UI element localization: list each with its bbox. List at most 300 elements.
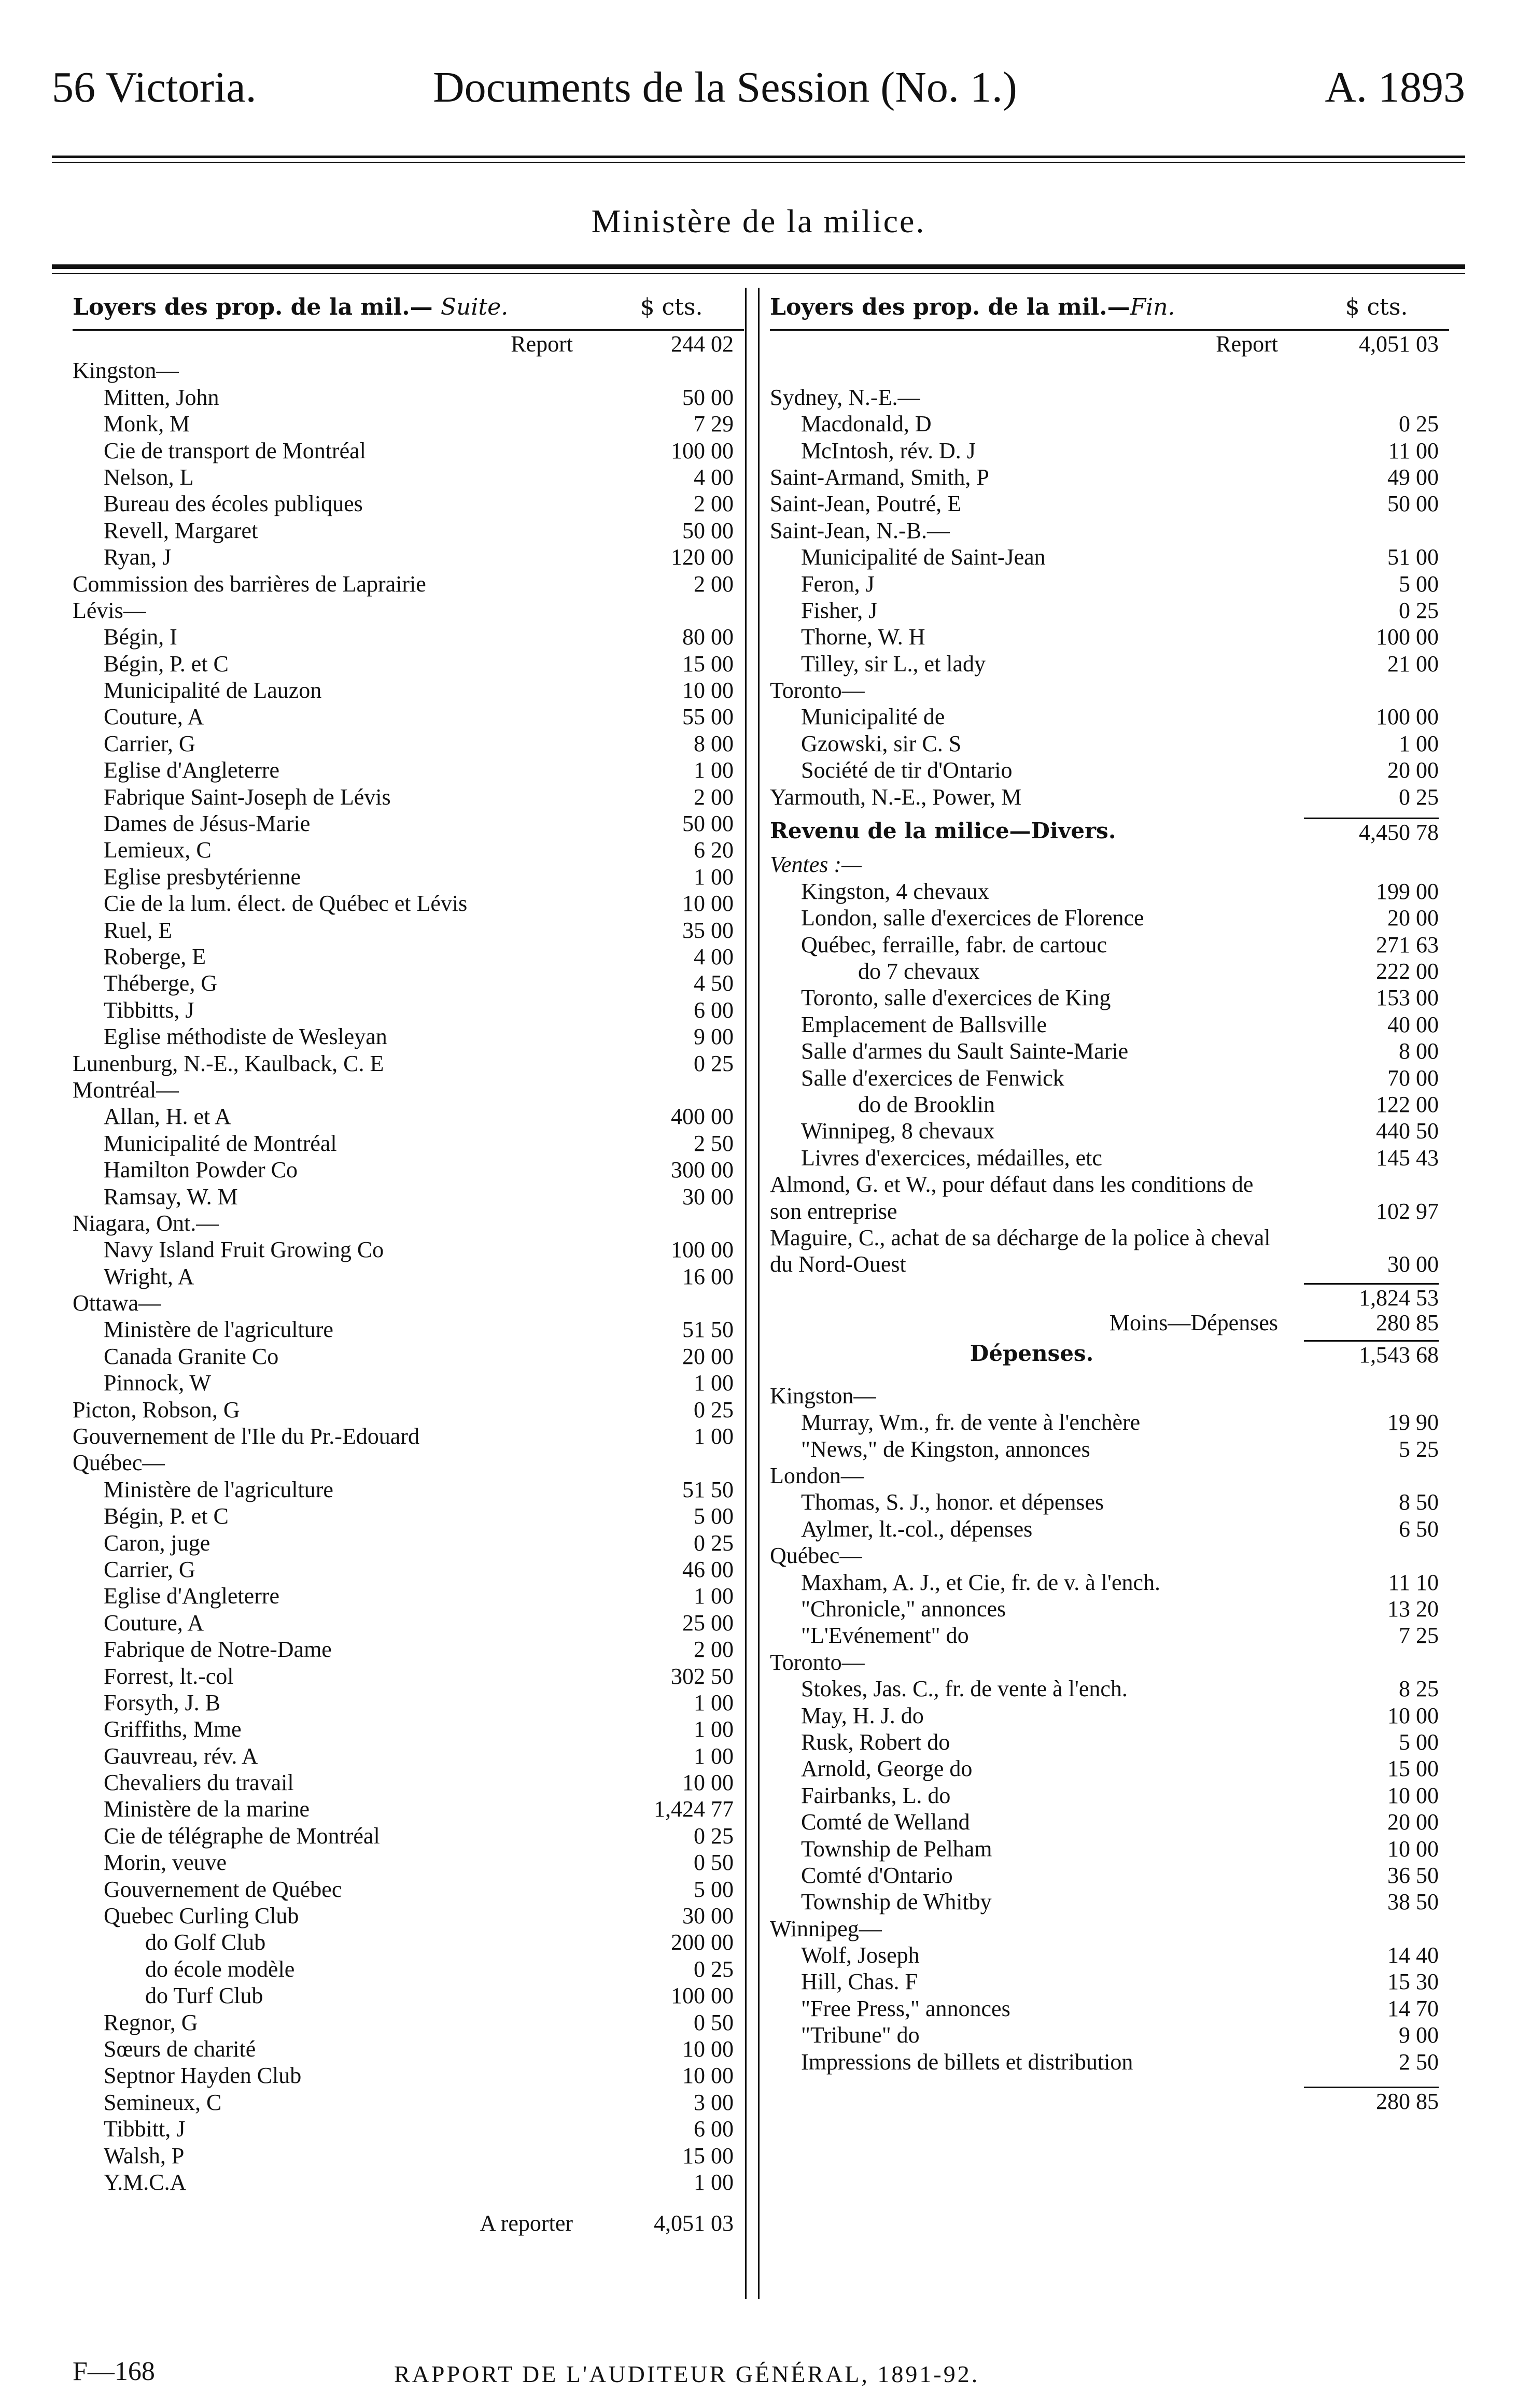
entry-description: Ottawa— (73, 1290, 162, 1316)
entry-description: Maxham, A. J., et Cie, fr. de v. à l'ench. (801, 1569, 1161, 1595)
entry-amount: 51 50 (682, 1317, 734, 1343)
entry-description: Tibbitt, J (104, 2116, 186, 2142)
entry-amount: 100 00 (1376, 624, 1439, 650)
entry-amount: 100 00 (671, 1983, 734, 2009)
left-ledger-row (73, 2169, 744, 2195)
right-ledger-row (770, 730, 1449, 757)
header-document: Documents de la Session (No. 1.) (433, 63, 1017, 111)
entry-description: Fabrique Saint-Joseph de Lévis (104, 784, 391, 810)
entry-description: Cie de télégraphe de Montréal (104, 1823, 380, 1849)
entry-description: Quebec Curling Club (104, 1903, 299, 1929)
entry-description: do Turf Club (145, 1983, 263, 2009)
entry-amount: 153 00 (1376, 985, 1439, 1011)
left-ledger-row (73, 1956, 744, 1982)
entry-amount: 145 43 (1376, 1145, 1439, 1171)
left-ledger-row (73, 384, 744, 411)
entry-description: Picton, Robson, G (73, 1397, 240, 1423)
entry-description: Chevaliers du travail (104, 1770, 294, 1796)
left-ledger-row (73, 411, 744, 437)
depenses-row (770, 1755, 1449, 1782)
right-ledger-row (770, 651, 1449, 677)
right-ledger-row (770, 703, 1449, 730)
entry-amount: 10 00 (1387, 1782, 1439, 1808)
entry-description: Hill, Chas. F (801, 1969, 918, 1995)
left-ledger-row (73, 2089, 744, 2116)
entry-description: Wolf, Joseph (801, 1942, 920, 1968)
entry-amount: 4 00 (694, 944, 734, 969)
entry-amount: 0 25 (694, 1530, 734, 1556)
entry-description: Québec, ferraille, fabr. de cartouc (801, 932, 1107, 957)
left-column-heading (73, 288, 744, 331)
entry-amount: 100 00 (1376, 704, 1439, 730)
entry-description: Théberge, G (104, 970, 218, 996)
entry-description: Hamilton Powder Co (104, 1157, 298, 1183)
left-ledger-row (73, 917, 744, 944)
left-ledger-row (73, 1743, 744, 1769)
depenses-row (770, 1462, 1449, 1489)
entry-description: Thomas, S. J., honor. et dépenses (801, 1489, 1104, 1515)
ventes-row (770, 1038, 1449, 1064)
moins-label: Moins—Dépenses (1109, 1310, 1278, 1336)
entry-description: Saint-Jean, N.-B.— (770, 517, 950, 543)
left-ledger-row (73, 757, 744, 783)
left-ledger-row (73, 1982, 744, 2009)
entry-amount: 6 20 (694, 837, 734, 863)
entry-description: Saint-Jean, Poutré, E (770, 491, 962, 517)
entry-description: Almond, G. et W., pour défaut dans les conditions de son entreprise (770, 1172, 1254, 1224)
left-ledger-row (73, 1449, 744, 1476)
entry-amount: 36 50 (1387, 1862, 1439, 1888)
entry-amount: 11 10 (1388, 1569, 1439, 1595)
entry-amount: 70 00 (1387, 1065, 1439, 1091)
entry-amount: 14 40 (1387, 1942, 1439, 1968)
entry-amount: 2 00 (694, 491, 734, 517)
left-ledger-row (73, 1929, 744, 1955)
left-ledger-row (73, 730, 744, 757)
entry-description: "Free Press," annonces (801, 1995, 1010, 2021)
entry-amount: 0 50 (694, 1850, 734, 1876)
left-ledger-row (73, 1316, 744, 1343)
entry-description: Monk, M (104, 411, 190, 437)
column-divider-right (758, 288, 760, 2299)
entry-description: do école modèle (145, 1956, 295, 1982)
entry-description: Gzowski, sir C. S (801, 730, 962, 756)
entry-description: Carrier, G (104, 730, 195, 756)
right-ledger-row (770, 571, 1449, 597)
entry-amount: 30 00 (1387, 1251, 1439, 1277)
left-ledger-row (73, 703, 744, 730)
entry-description: Ministère de l'agriculture (104, 1476, 333, 1502)
entry-description: Report (1216, 331, 1278, 357)
right-ledger-row (770, 411, 1449, 437)
left-ledger-row (73, 1530, 744, 1556)
left-ledger-row (73, 1769, 744, 1796)
entry-description: Salle d'armes du Sault Sainte-Marie (801, 1038, 1129, 1064)
left-ledger-row (73, 864, 744, 890)
entry-description: Toronto— (770, 678, 865, 703)
entry-description: Impressions de billets et distribution (801, 2049, 1133, 2075)
right-ledger-row (770, 624, 1449, 650)
entry-description: Toronto, salle d'exercices de King (801, 985, 1111, 1011)
depenses-row (770, 1782, 1449, 1809)
entry-description: Québec— (770, 1543, 863, 1569)
entry-amount: 5 00 (1399, 1729, 1439, 1755)
right-column (770, 288, 1449, 2297)
depenses-row (770, 1862, 1449, 1889)
entry-description: Couture, A (104, 1610, 204, 1636)
entry-description: Québec— (73, 1450, 165, 1476)
right-amount-heading: $ cts. (1345, 294, 1408, 320)
entry-amount: 0 25 (1399, 784, 1439, 810)
right-heading-label: Loyers des prop. de la mil.—Fin. (770, 294, 1175, 320)
entry-description: Caron, juge (104, 1530, 210, 1556)
left-amount-heading: $ cts. (640, 294, 703, 320)
entry-amount: 10 00 (682, 2036, 734, 2062)
entry-description: Walsh, P (104, 2143, 185, 2168)
depenses-row (770, 1916, 1449, 1942)
left-ledger-row (73, 2116, 744, 2142)
left-ledger-row (73, 2062, 744, 2089)
left-ledger-row (73, 810, 744, 837)
entry-amount: 271 63 (1376, 932, 1439, 957)
right-ledger-row (770, 464, 1449, 490)
depenses-total-row (770, 2087, 1449, 2113)
right-ledger-row (770, 384, 1449, 411)
ventes-intro-row (770, 851, 1449, 878)
entry-description: Regnor, G (104, 2009, 198, 2035)
page-header (52, 62, 1465, 119)
entry-amount: 4 50 (694, 970, 734, 996)
entry-description: Sydney, N.-E.— (770, 384, 921, 410)
left-ledger-row (73, 784, 744, 810)
entry-amount: 51 00 (1387, 544, 1439, 570)
left-ledger-row (73, 890, 744, 917)
entry-amount: 80 00 (682, 624, 734, 650)
entry-description: London, salle d'exercices de Florence (801, 905, 1144, 931)
entry-amount: 102 97 (1376, 1198, 1439, 1224)
entry-description: Macdonald, D (801, 411, 932, 437)
entry-description: Winnipeg, 8 chevaux (801, 1118, 995, 1144)
entry-amount: 20 00 (1387, 757, 1439, 783)
right-ledger-row (770, 438, 1449, 464)
left-ledger-row (73, 677, 744, 703)
left-ledger-row (73, 1290, 744, 1316)
entry-amount: 10 00 (682, 678, 734, 703)
entry-description: Mitten, John (104, 384, 219, 410)
entry-description: Revell, Margaret (104, 517, 258, 543)
entry-amount: 10 00 (1387, 1702, 1439, 1728)
depenses-heading-row (770, 1340, 1449, 1367)
entry-amount: 20 00 (1387, 905, 1439, 931)
entry-description: Kingston, 4 chevaux (801, 878, 989, 904)
entry-description: Salle d'exercices de Fenwick (801, 1065, 1064, 1091)
right-ledger-row (770, 331, 1449, 357)
ventes-row (770, 1011, 1449, 1038)
left-ledger-row (73, 2009, 744, 2036)
left-ledger-row (73, 1157, 744, 1183)
entry-description: Cie de la lum. élect. de Québec et Lévis (104, 891, 468, 917)
entry-description: Niagara, Ont.— (73, 1210, 219, 1236)
entry-description: Dames de Jésus-Marie (104, 811, 311, 837)
entry-amount: 46 00 (682, 1556, 734, 1582)
entry-description: Wright, A (104, 1263, 194, 1289)
entry-amount: 8 50 (1399, 1489, 1439, 1515)
entry-amount: 0 25 (694, 1956, 734, 1982)
entry-amount: 50 00 (1387, 491, 1439, 517)
left-ledger-row (73, 1130, 744, 1157)
depenses-row (770, 1489, 1449, 1515)
entry-description: Carrier, G (104, 1556, 195, 1582)
header-session: 56 Victoria. (52, 63, 257, 111)
ventes-row (770, 1091, 1449, 1118)
entry-amount: 1 00 (694, 1370, 734, 1396)
entry-amount: 15 00 (1387, 1756, 1439, 1782)
entry-amount: 15 00 (682, 2143, 734, 2168)
entry-description: Winnipeg— (770, 1916, 882, 1941)
entry-description: Thorne, W. H (801, 624, 925, 650)
right-ledger-row (770, 784, 1449, 810)
entry-description: Tilley, sir L., et lady (801, 651, 986, 677)
entry-description: London— (770, 1463, 864, 1489)
left-ledger-rows (73, 331, 744, 2195)
header-year: A. 1893 (1325, 63, 1465, 111)
entry-description: Maguire, C., achat de sa décharge de la police à cheval du Nord-Ouest (770, 1224, 1271, 1277)
left-ledger-row (73, 1236, 744, 1263)
moins-amount: 280 85 (1376, 1310, 1439, 1336)
entry-description: Municipalité de (801, 704, 945, 730)
left-ledger-row (73, 624, 744, 650)
depenses-rows (770, 1383, 1449, 2075)
entry-amount: 300 00 (671, 1157, 734, 1183)
left-ledger-row (73, 1556, 744, 1583)
entry-amount: 6 50 (1399, 1516, 1439, 1542)
page-title: Ministère de la milice. (591, 203, 926, 240)
entry-amount: 200 00 (671, 1930, 734, 1955)
entry-amount: 38 50 (1387, 1889, 1439, 1915)
entry-amount: 1 00 (694, 1743, 734, 1769)
entry-description: Tibbitts, J (104, 997, 194, 1023)
entry-description: Pinnock, W (104, 1370, 211, 1396)
entry-description: Livres d'exercices, médailles, etc (801, 1145, 1102, 1171)
entry-description: Municipalité de Montréal (104, 1130, 337, 1156)
left-heading-label: Loyers des prop. de la mil.— Suite. (73, 294, 509, 320)
left-ledger-row (73, 571, 744, 597)
left-ledger-row (73, 357, 744, 384)
right-ledger-rows (770, 331, 1449, 810)
entry-description: "Tribune" do (801, 2022, 920, 2048)
entry-amount: 21 00 (1387, 651, 1439, 677)
left-ledger-row (73, 1876, 744, 1903)
entry-amount: 19 90 (1387, 1410, 1439, 1435)
entry-amount: 20 00 (1387, 1809, 1439, 1835)
entry-description: Saint-Armand, Smith, P (770, 464, 989, 490)
entry-amount: 1 00 (694, 864, 734, 890)
entry-amount: 55 00 (682, 704, 734, 730)
entry-amount: 2 50 (1399, 2049, 1439, 2075)
section-revenu-heading (770, 818, 1449, 844)
depenses-row (770, 1569, 1449, 1596)
entry-description: Lévis— (73, 597, 146, 623)
header-rule-thin (52, 162, 1465, 163)
footer-page-number: F—168 (73, 2357, 155, 2386)
depenses-row (770, 1836, 1449, 1862)
entry-description: Septnor Hayden Club (104, 2063, 302, 2089)
entry-amount: 5 25 (1399, 1436, 1439, 1462)
entry-amount: 1 00 (694, 1689, 734, 1715)
entry-description: Kingston— (770, 1383, 877, 1409)
entry-description: Allan, H. et A (104, 1104, 231, 1130)
left-ledger-row (73, 1663, 744, 1689)
carry-amount: 4,051 03 (654, 2210, 734, 2236)
depenses-row (770, 1516, 1449, 1542)
entry-description: Gouvernement de Québec (104, 1876, 342, 1902)
entry-description: Canada Granite Co (104, 1343, 279, 1369)
entry-description: Griffiths, Mme (104, 1716, 242, 1742)
header-rule-thick (52, 156, 1465, 158)
left-ledger-row (73, 1263, 744, 1290)
entry-amount: 50 00 (682, 384, 734, 410)
entry-description: Ministère de l'agriculture (104, 1317, 333, 1343)
entry-description: do Golf Club (145, 1930, 266, 1955)
entry-amount: 25 00 (682, 1610, 734, 1636)
right-ledger-row (770, 757, 1449, 783)
footer-report-title: RAPPORT DE L'AUDITEUR GÉNÉRAL, 1891-92. (394, 2361, 980, 2387)
entry-description: Yarmouth, N.-E., Power, M (770, 784, 1022, 810)
left-ledger-row (73, 1184, 744, 1210)
entry-description: Ryan, J (104, 544, 172, 570)
entry-description: Gouvernement de l'Ile du Pr.-Edouard (73, 1424, 419, 1449)
ventes-row (770, 958, 1449, 984)
left-ledger-row (73, 464, 744, 490)
entry-amount: 100 00 (671, 1237, 734, 1263)
left-ledger-row (73, 1050, 744, 1077)
entry-description: Municipalité de Lauzon (104, 678, 322, 703)
entry-amount: 2 00 (694, 1637, 734, 1663)
depenses-row (770, 1383, 1449, 1409)
entry-description: Murray, Wm., fr. de vente à l'enchère (801, 1410, 1141, 1435)
entry-description: "L'Evénement" do (801, 1623, 969, 1649)
entry-description: Semineux, C (104, 2089, 222, 2115)
column-divider-left (745, 288, 747, 2299)
entry-amount: 8 00 (694, 730, 734, 756)
left-ledger-row (73, 837, 744, 863)
entry-amount: 0 50 (694, 2009, 734, 2035)
entry-amount: 16 00 (682, 1263, 734, 1289)
ventes-row (770, 984, 1449, 1011)
entry-amount: 1 00 (694, 1424, 734, 1449)
entry-description: McIntosh, rév. D. J (801, 438, 976, 463)
entry-description: do de Brooklin (858, 1091, 995, 1117)
entry-amount: 199 00 (1376, 878, 1439, 904)
entry-amount: 9 00 (1399, 2022, 1439, 2048)
entry-amount: 1 00 (694, 1716, 734, 1742)
right-ledger-row (770, 677, 1449, 703)
title-rule-thick (52, 264, 1465, 269)
entry-amount: 40 00 (1387, 1011, 1439, 1037)
entry-amount: 100 00 (671, 438, 734, 463)
entry-description: "News," de Kingston, annonces (801, 1436, 1090, 1462)
entry-description: Aylmer, lt.-col., dépenses (801, 1516, 1033, 1542)
entry-amount: 9 00 (694, 1024, 734, 1050)
left-ledger-row (73, 490, 744, 517)
entry-amount: 11 00 (1388, 438, 1439, 463)
entry-description: Eglise d'Angleterre (104, 757, 280, 783)
left-ledger-row (73, 1610, 744, 1636)
entry-description: Bégin, I (104, 624, 177, 650)
entry-amount: 6 00 (694, 2116, 734, 2142)
entry-amount: 0 25 (694, 1823, 734, 1849)
loyers-subtotal: 4,450 78 (1304, 818, 1439, 846)
entry-amount: 0 25 (694, 1050, 734, 1076)
entry-amount: 8 00 (1399, 1038, 1439, 1064)
entry-description: Ramsay, W. M (104, 1184, 238, 1209)
entry-description: Township de Pelham (801, 1836, 992, 1862)
entry-description: Sœurs de charité (104, 2036, 256, 2062)
entry-amount: 14 70 (1387, 1995, 1439, 2021)
entry-description: Toronto— (770, 1649, 865, 1675)
ventes-multiline-row (770, 1224, 1449, 1278)
left-ledger-row (73, 1636, 744, 1663)
left-carry-row (73, 2210, 744, 2236)
ventes-total-row (770, 1283, 1449, 1309)
entry-amount: 0 25 (1399, 597, 1439, 623)
entry-amount: 30 00 (682, 1184, 734, 1209)
entry-description: Eglise d'Angleterre (104, 1583, 280, 1609)
entry-amount: 5 00 (1399, 571, 1439, 597)
entry-amount: 4 00 (694, 464, 734, 490)
left-ledger-row (73, 970, 744, 996)
left-ledger-row (73, 1343, 744, 1370)
depenses-total: 280 85 (1304, 2087, 1439, 2115)
left-ledger-row (73, 1796, 744, 1822)
left-ledger-row (73, 2143, 744, 2169)
depenses-row (770, 2022, 1449, 2048)
entry-amount: 0 25 (694, 1397, 734, 1423)
left-ledger-row (73, 331, 744, 357)
entry-amount: 6 00 (694, 997, 734, 1023)
entry-description: Gauvreau, rév. A (104, 1743, 258, 1769)
entry-description: Nelson, L (104, 464, 194, 490)
entry-description: Cie de transport de Montréal (104, 438, 366, 463)
entry-description: "Chronicle," annonces (801, 1596, 1006, 1622)
entry-amount: 122 00 (1376, 1091, 1439, 1117)
depenses-row (770, 1889, 1449, 1915)
right-ledger-row (770, 597, 1449, 624)
entry-description: Bégin, P. et C (104, 1503, 229, 1529)
entry-amount: 50 00 (682, 811, 734, 837)
ventes-row (770, 1145, 1449, 1171)
entry-description: Fairbanks, L. do (801, 1782, 951, 1808)
left-ledger-row (73, 438, 744, 464)
entry-description: Ministère de la marine (104, 1796, 310, 1822)
depenses-row (770, 1622, 1449, 1649)
depenses-row (770, 2049, 1449, 2075)
depenses-row (770, 1649, 1449, 1675)
left-ledger-row (73, 944, 744, 970)
entry-description: Eglise presbytérienne (104, 864, 301, 890)
entry-amount: 10 00 (682, 891, 734, 917)
entry-description: Montréal— (73, 1077, 179, 1103)
entry-description: Société de tir d'Ontario (801, 757, 1013, 783)
entry-description: Forrest, lt.-col (104, 1663, 234, 1689)
entry-amount: 2 00 (694, 571, 734, 597)
entry-description: Municipalité de Saint-Jean (801, 544, 1046, 570)
entry-amount: 10 00 (682, 1770, 734, 1796)
left-ledger-row (73, 1397, 744, 1423)
entry-amount: 5 00 (694, 1876, 734, 1902)
entry-amount: 2 00 (694, 784, 734, 810)
entry-description: Y.M.C.A (104, 2169, 187, 2195)
